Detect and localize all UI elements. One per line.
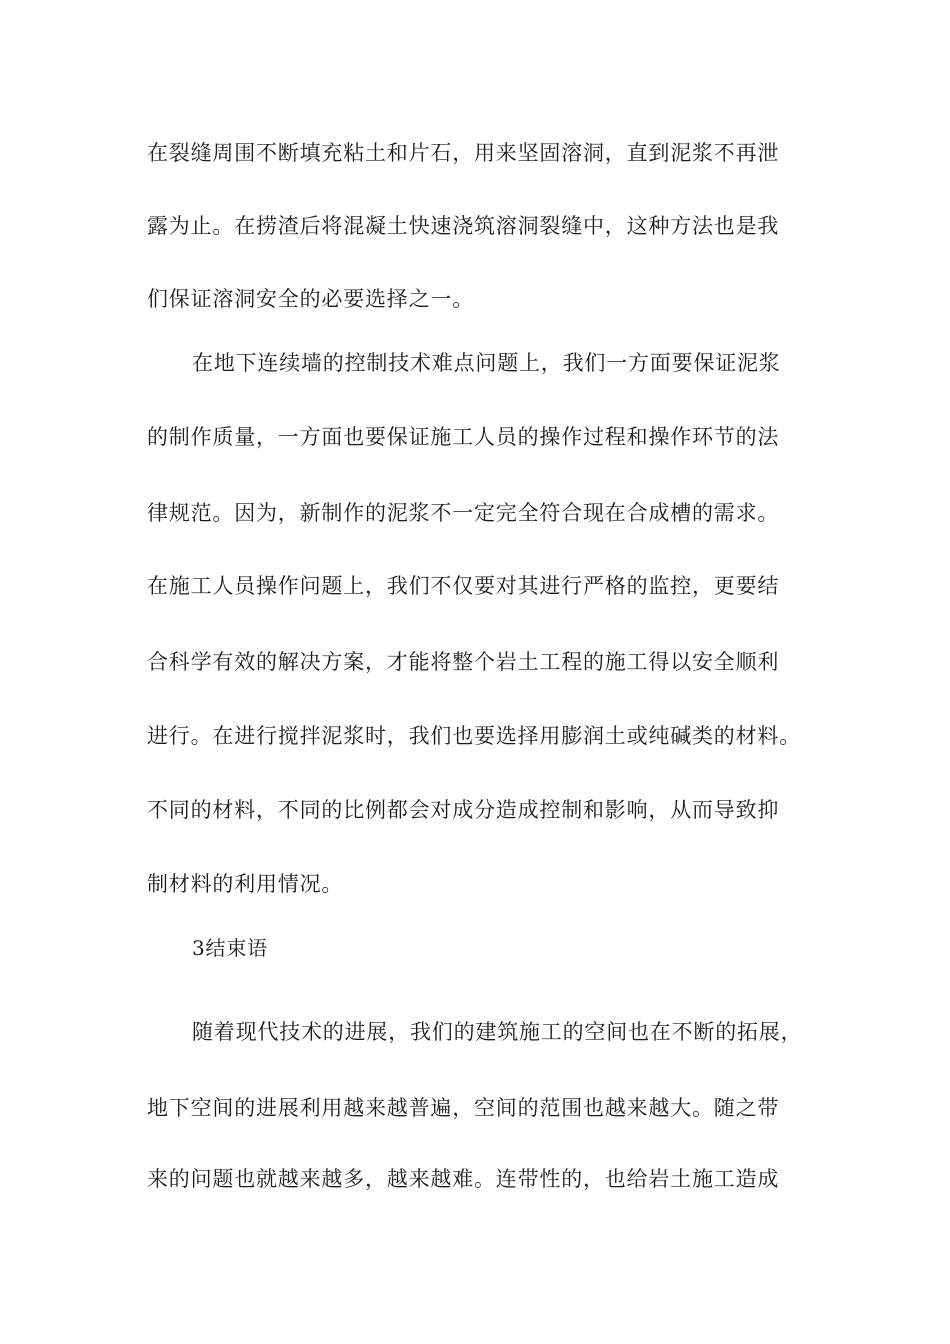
- paragraph-line-6: 律规范。因为，新制作的泥浆不一定完全符合现在合成槽的需求。: [147, 501, 780, 525]
- paragraph-line-2: 露为止。在捞渣后将混凝土快速浇筑溶洞裂缝中，这种方法也是我: [147, 214, 780, 238]
- paragraph-line-7: 在施工人员操作问题上，我们不仅要对其进行严格的监控，更要结: [147, 574, 780, 598]
- paragraph-line-3: 们保证溶洞安全的必要选择之一。: [147, 287, 474, 311]
- paragraph-line-8: 合科学有效的解决方案，才能将整个岩土工程的施工得以安全顺利: [147, 650, 780, 674]
- paragraph-line-10: 不同的材料，不同的比例都会对成分造成控制和影响，从而导致抑: [147, 798, 780, 822]
- paragraph-line-14: 来的问题也就越来越多，越来越难。连带性的，也给岩土施工造成: [147, 1167, 780, 1191]
- paragraph-line-12: 随着现代技术的进展，我们的建筑施工的空间也在不断的拓展，: [192, 1020, 803, 1044]
- paragraph-line-4: 在地下连续墙的控制技术难点问题上，我们一方面要保证泥浆: [192, 351, 781, 375]
- paragraph-line-13: 地下空间的进展利用越来越普遍，空间的范围也越来越大。随之带: [147, 1096, 780, 1120]
- section-heading: 3结束语: [192, 936, 268, 960]
- paragraph-line-11: 制材料的利用情况。: [147, 872, 344, 896]
- paragraph-line-1: 在裂缝周围不断填充粘土和片石，用来坚固溶洞，直到泥浆不再泄: [147, 141, 780, 165]
- paragraph-line-9: 进行。在进行搅拌泥浆时，我们也要选择用膨润土或纯碱类的材料。: [147, 724, 801, 748]
- paragraph-line-5: 的制作质量，一方面也要保证施工人员的操作过程和操作环节的法: [147, 425, 780, 449]
